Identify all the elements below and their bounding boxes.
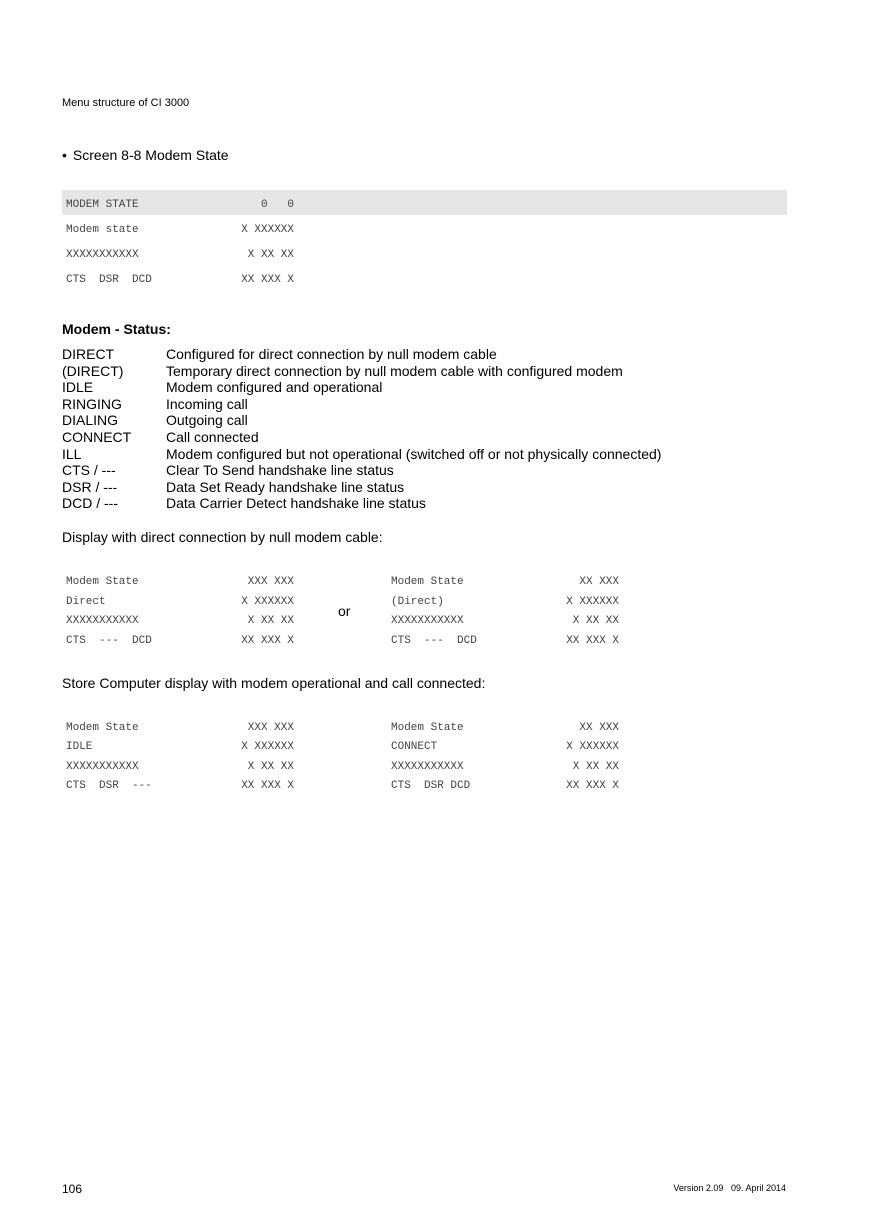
bullet-icon: • — [62, 147, 67, 163]
screen-row-label: XXXXXXXXXXX — [391, 761, 464, 773]
screen-row-label: Modem State — [391, 576, 464, 588]
screen-row-label: (Direct) — [391, 596, 444, 608]
status-term: (DIRECT) — [62, 362, 124, 379]
screen-row-label: CTS --- DCD — [66, 635, 152, 647]
status-item — [62, 446, 661, 463]
screen-row-label: Modem State — [66, 576, 139, 588]
screen-row-value: X XXXXXX — [566, 741, 619, 753]
screen-row-label: Modem state — [66, 224, 139, 236]
screen-row-value: X XX XX — [247, 761, 294, 773]
screen-row-label: XXXXXXXXXXX — [66, 249, 139, 261]
screen-row-label: XXXXXXXXXXX — [66, 761, 139, 773]
or-label: or — [338, 603, 351, 619]
status-term: DCD / --- — [62, 495, 118, 512]
status-item — [62, 429, 661, 446]
status-term: DIRECT — [62, 346, 115, 362]
status-desc: Outgoing call — [166, 412, 248, 429]
screen-title-text: Screen 8-8 Modem State — [72, 147, 229, 163]
screen-row-value: XX XXX X — [566, 635, 619, 647]
page-number: 106 — [62, 1182, 83, 1196]
screen-row-value: XX XXX X — [241, 780, 294, 792]
status-desc: Clear To Send handshake line status — [166, 462, 394, 479]
status-desc: Incoming call — [166, 395, 248, 412]
screen-row-label: XXXXXXXXXXX — [66, 615, 139, 627]
status-item — [62, 346, 661, 363]
version-info: Version 2.09 09. April 2014 — [673, 1183, 786, 1193]
direct-section-text: Display with direct connection by null modem cable: — [62, 529, 383, 545]
status-term: CONNECT — [62, 428, 132, 445]
screen-row-label: IDLE — [66, 741, 93, 753]
status-term: RINGING — [62, 395, 122, 412]
screen-row-value: XX XXX X — [241, 635, 294, 647]
status-desc: Modem configured and operational — [166, 379, 383, 396]
screen-row-label: MODEM STATE — [66, 199, 139, 211]
screen-row-value: X XX XX — [572, 761, 619, 773]
screen-row-value: X XX XX — [247, 249, 294, 261]
screen-title — [62, 147, 229, 163]
screen-row-label: Direct — [66, 596, 106, 608]
screen-row-value: XX XXX X — [241, 274, 294, 286]
screen-row-label: Modem State — [391, 722, 464, 734]
status-desc: Temporary direct connection by null modem cable with configured modem — [166, 362, 623, 379]
screen-row-label: CTS --- DCD — [391, 635, 477, 647]
status-section-title: Modem - Status: — [62, 321, 171, 337]
screen-row-value: X XX XX — [247, 615, 294, 627]
screen-row-value: XX XXX X — [566, 780, 619, 792]
screen-row-label: CTS DSR DCD — [66, 274, 152, 286]
screen-row-label: CONNECT — [391, 741, 438, 753]
screen-row-value: X XXXXXX — [241, 741, 294, 753]
screen-row-value: XX XXX — [579, 722, 619, 734]
screen-row-value: X XXXXXX — [241, 224, 294, 236]
status-item — [62, 479, 661, 496]
screen-row-value: 0 0 — [260, 199, 294, 211]
status-item — [62, 396, 661, 413]
screen-row-label: CTS DSR --- — [66, 780, 152, 792]
screen-row-value: X XXXXXX — [241, 596, 294, 608]
screen-row-value: XXX XXX — [247, 722, 294, 734]
status-term: DSR / --- — [62, 478, 118, 495]
status-desc: Configured for direct connection by null modem cable — [166, 346, 497, 362]
store-section-text: Store Computer display with modem operational and call connected: — [62, 675, 486, 691]
status-item — [62, 495, 661, 512]
screen-row-value: XX XXX — [579, 576, 619, 588]
status-term: DIALING — [62, 412, 119, 429]
screen-row-label: XXXXXXXXXXX — [391, 615, 464, 627]
status-item — [62, 363, 661, 380]
status-desc: Data Set Ready handshake line status — [166, 478, 405, 495]
screen-row-value: X XX XX — [572, 615, 619, 627]
screen-row-label: Modem State — [66, 722, 139, 734]
status-desc: Modem configured but not operational (switched off or not physically connected) — [166, 445, 662, 462]
status-term: IDLE — [62, 379, 94, 396]
status-item — [62, 462, 661, 479]
page-header: Menu structure of CI 3000 — [62, 97, 190, 109]
status-list — [62, 346, 661, 512]
status-desc: Data Carrier Detect handshake line status — [166, 495, 426, 512]
status-item — [62, 379, 661, 396]
status-item — [62, 412, 661, 429]
screen-row-value: XXX XXX — [247, 576, 294, 588]
screen-row-value: X XXXXXX — [566, 596, 619, 608]
status-term: CTS / --- — [62, 462, 116, 479]
screen-row-label: CTS DSR DCD — [391, 780, 471, 792]
status-term: ILL — [62, 445, 82, 462]
status-desc: Call connected — [166, 428, 259, 445]
